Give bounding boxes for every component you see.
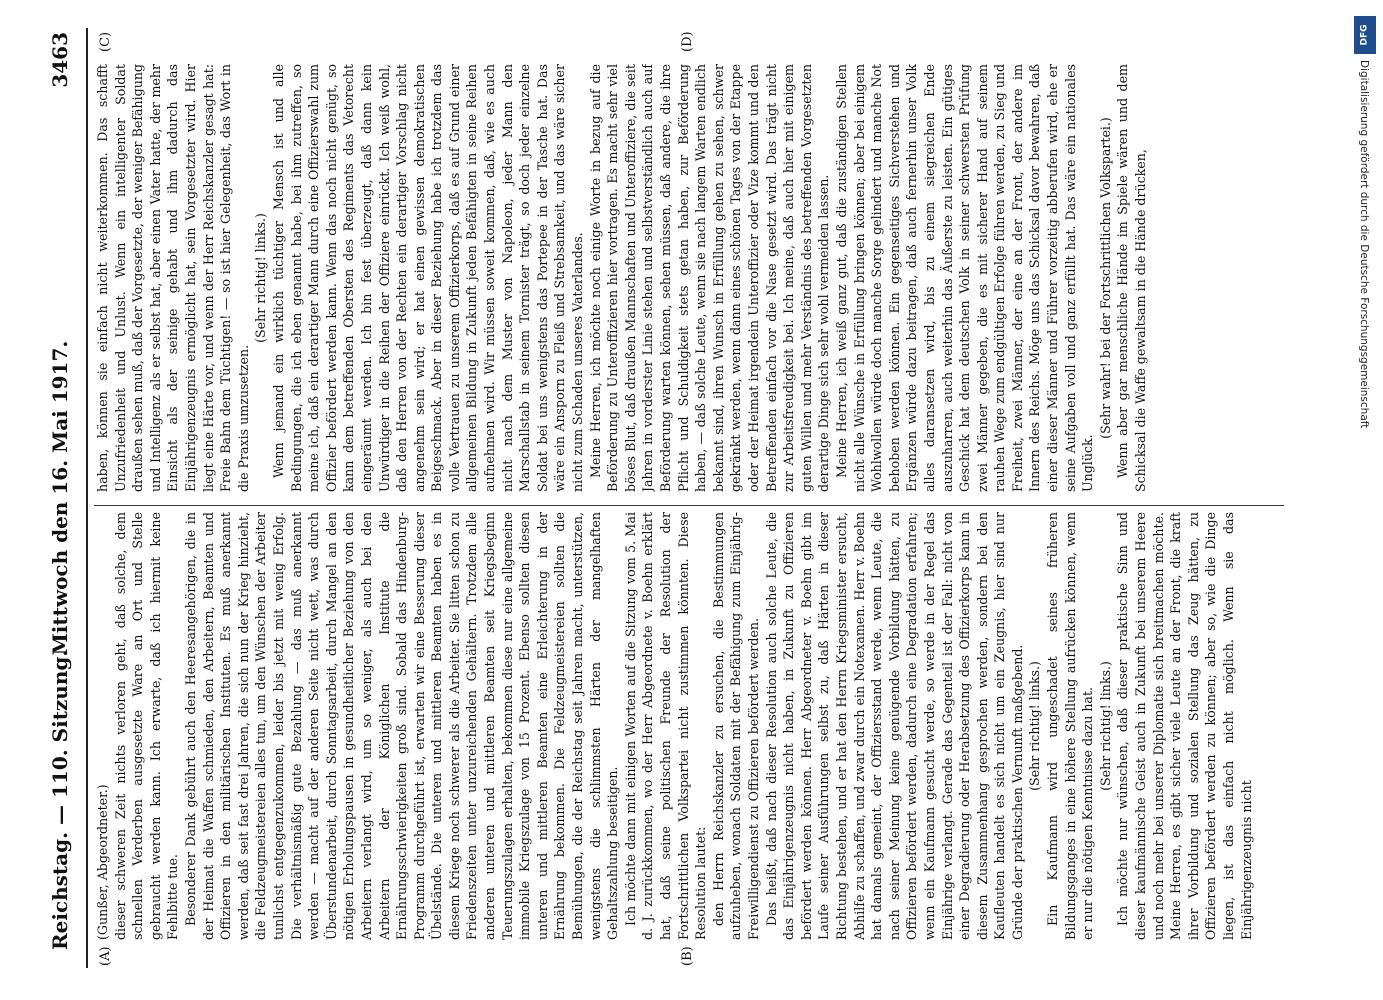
paragraph: Ein Kaufmann wird ungeschadet seines früheren Bildungsganges in eine höhere Stellung aufrücken können, wenn er nur die nötigen Kenntnisse dazu hat. xyxy=(1045,512,1096,940)
paragraph: Ich möchte dann mit einigen Worten auf die Sitzung vom 5. Mai d. J. zurückkommen, wo der Herr Abgeordnete v. Boehn erklärt hat, daß seine politischen Freunde der Resolution der Fortschrittlichen Volkspartei nicht zustimmen könnten. Diese Resolution lautet: xyxy=(622,512,709,940)
dfg-logo-text: DFG xyxy=(1359,24,1370,46)
paragraph: Meine Herren, ich weiß ganz gut, daß die zuständigen Stellen nicht alle Wünsche in Erfüllung bringen können; aber bei einigem Wohlwollen würde doch manche Sorge gelindert und manche Not behoben werden können. Ein gegenseitiges Sichverstehen und Ergänzen würde dazu beitragen, daß auch fernerhin unser Volk alles daransetzen wird, bis zu einem siegreichen Ende auszuharren, auch weiterhin das Äußerste zu leisten. Ein gütiges Geschick hat dem deutschen Volk in seiner schwersten Prüfung zwei Männer gegeben, die es mit sicherer Hand auf seinem rauhen Wege zum endgültigen Erfolge führen werden, zu Sieg und Freiheit, zwei Männer, der eine an der Front, der andere im Innern des Reichs. Möge uns das Schicksal davor bewahren, daß einer dieser Männer und Führer vorzeitig abberufen wird, ehe er seine Aufgaben voll und ganz erfüllt hat. Das wäre ein nationales Unglück. xyxy=(833,64,1096,492)
header-date: Mittwoch den 16. Mai 1917. xyxy=(48,340,72,656)
right-column xyxy=(94,64,1284,492)
paragraph: haben, können sie einfach nicht weiterkommen. Das schafft Unzufriedenheit und Unlust. Wenn ein intelligenter Soldat draußen sehen muß, daß der Vorgesetzte, der weniger Befähigung und Intelligenz als er selbst hat, aber einen Vater hatte, der mehr Einsicht als der seinige gehabt und ihm dadurch das Einjährigenzeugnis ermöglicht hat, sein Vorgesetzter wird. Hier liegt eine Härte vor, und wenn der Herr Reichskanzler gesagt hat: Freie Bahn dem Tüchtigen! — so ist hier Gelegenheit, das Wort in die Praxis umzusetzen. xyxy=(95,64,251,492)
interjection: (Sehr richtig! links.) xyxy=(1097,661,1113,791)
interjection: (Sehr richtig! links.) xyxy=(1027,661,1043,791)
document-page xyxy=(30,28,1330,968)
interjection: (Sehr richtig! links.) xyxy=(253,213,269,343)
speaker-note: (Gunßer, Abgeordneter.) xyxy=(95,784,110,940)
header-session: Reichstag. — 110. Sitzung. xyxy=(48,649,72,950)
digitization-note: Digitalisierung gefördert durch die Deutsche Forschungsgemeinschaft xyxy=(1358,60,1370,429)
dfg-logo xyxy=(1354,16,1376,54)
margin-marker-b: (B) xyxy=(680,946,695,966)
paragraph: Ich möchte nur wünschen, daß dieser praktische Sinn und dieser kaufmännische Geist auch in Zukunft bei unserem Heere und noch mehr bei unserer Diplomatie sich breitmachen möchte. Meine Herren, es gibt sicher viele Leute an der Front, die kraft ihrer Vorbildung und sozialen Stellung das Zeug hätten, zu Offizieren befördert werden zu können; aber so, wie die Dinge liegen, ist das einfach nicht möglich. Wenn sie das Einjährigenzeugnis nicht xyxy=(1115,512,1254,940)
margin-marker-c: (C) xyxy=(98,31,113,52)
digitization-note-box xyxy=(1358,60,1372,1000)
paragraph: Meine Herren, ich möchte noch einige Worte in bezug auf die Beförderung zu Unteroffizieren hier vortragen. Es macht sehr viel böses Blut, daß draußen Mannschaften und Unteroffiziere, die seit Jahren in vorderster Linie stehen und selbstverständlich auch auf Beförderung warten können, sehen müssen, daß andere, die ihre Pflicht und Schuldigkeit stets getan haben, zur Beförderung haben, — daß solche Leute, wenn sie nach langem Warten endlich bekannt sind, ihren Wunsch in Erfüllung gehen zu sehen, schwer gekränkt werden, wenn dann eines schönen Tages von der Etappe oder der Heimat irgendein Unteroffizier oder Vize kommt und den Betreffenden einfach vor die Nase gesetzt wird. Das trägt nicht zur Arbeitsfreudigkeit bei. Ich meine, daß auch hier mit einigem guten Willen und mehr Verständnis des betreffenden Vorgesetzten derartige Dinge sich sehr wohl vermeiden lassen. xyxy=(587,64,832,492)
column-divider xyxy=(94,505,1284,506)
paragraph: Wenn aber gar menschliche Hände im Spiele wären und dem Schicksal die Waffe gewaltsam in die Hände drücken, xyxy=(1115,64,1149,492)
margin-marker-d: (D) xyxy=(680,31,695,52)
paragraph: Besonderer Dank gebührt auch den Heeresangehörigen, die in der Heimat die Waffen schmieden, den Arbeitern, Beamten und Offizieren in den militärischen Instituten. Es muß anerkannt werden, daß seit fast drei Jahren, die sich nun der Krieg hinzieht, die Feldzeugmeistereien alles tun, um den Wünschen der Arbeiter tunlichst entgegenzukommen, leider bis jetzt mit wenig Erfolg. Die verhältnismäßig gute Bezahlung — das muß anerkannt werden — macht auf der anderen Seite nicht wett, was durch Überstundenarbeit, durch Sonntagsarbeit, durch Mangel an den nötigen Erholungspausen in gesundheitlicher Beziehung von den Arbeitern verlangt wird, um so weniger, als auch bei den Arbeitern der Königlichen Institute die Ernährungsschwierigkeiten groß sind. Sobald das Hindenburg-Programm durchgeführt ist, erwarten wir eine Besserung dieser Übelstände. Die unteren und mittleren Beamten haben es in diesem Kriege noch schwerer als die Arbeiter. Sie litten schon zu Friedenszeiten unter unzureichenden Gehältern. Trotzdem alle anderen unteren und mittleren Beamten seit Kriegsbeginn Teuerungszulagen erhalten, bekommen diese nur eine allgemeine immobile Kriegszulage von 15 Prozent. Ebenso sollten diesen unteren und mittleren Beamten eine Erleichterung in der Ernährung bekommen. Die Feldzeugmeistereien sollten die Bemühungen, die der Reichstag seit Jahren macht, unterstützen, wenigstens die schlimmsten Härten der mangelhaften Gehaltszahlung beseitigen. xyxy=(182,512,621,940)
margin-marker-a: (A) xyxy=(98,946,113,966)
interjection: (Sehr wahr! bei der Fortschrittlichen Volkspartei.) xyxy=(1097,117,1113,439)
page-number: 3463 xyxy=(48,32,72,88)
paragraph: dieser schweren Zeit nichts verloren geht, daß solche, dem schnellen Verderben ausgesetzte Ware an Ort und Stelle gebraucht werden kann. Ich erwarte, daß ich hiermit keine Fehlbitte tue. xyxy=(112,512,181,940)
paragraph: Wenn jemand ein wirklich tüchtiger Mensch ist und alle Bedingungen, die ich eben genannt habe, bei ihm zutreffen, so meine ich, daß ein derartiger Mann durch eine Offizierswahl zum Offizier befördert werden kann. Wenn das noch nicht genügt, so kann dem betreffenden Obersten des Regiments das Vetorecht eingeräumt werden. Ich bin fest überzeugt, daß dann kein Unwürdiger in die Reihen der Offiziere einrückt. Ich weiß wohl, daß den Herren von der Rechten ein derartiger Vorschlag nicht angenehm sein wird; er hat einen gewissen demokratischen Beigeschmack. Aber in dieser Beziehung habe ich trotzdem das volle Vertrauen zu unserem Offizierkorps, daß es auf Grund einer allgemeinen Bildung in Zukunft jeden Befähigten in seine Reihen aufnehmen wird. Wir müssen soweit kommen, daß, wie es auch nicht nach dem Muster von Napoleon, jeder Mann den Marschallstab in seinem Tornister trägt, so doch jeder einzelne Soldat bei uns wenigstens das Portepee in der Tasche hat. Das wäre ein Ansporn zu Fleiß und Strebsamkeit, und das wäre sicher nicht zum Schaden unseres Vaterlandes. xyxy=(270,64,586,492)
page-header xyxy=(30,28,88,968)
paragraph: Das heißt, daß nach dieser Resolution auch solche Leute, die das Einjährigenzeugnis nicht haben, in Zukunft zu Offizieren befördert werden können. Herr Abgeordneter v. Boehn gibt im Laufe seiner Ausführungen selbst zu, daß Härten in dieser Richtung bestehen, und er hat den Herrn Kriegsminister ersucht, Abhilfe zu schaffen, und zwar durch ein Notexamen. Herr v. Boehn hat damals gemeint, der Offiziersstand werde, wenn Leute, die nach seiner Meinung keine genügende Vorbildung hätten, zu Offizieren befördert werden, dadurch eine Degradation erfahren; wenn ein Kaufmann gesucht werde, so werde in der Regel das Einjährige verlangt. Gerade das Gegenteil ist der Fall: nicht von einer Degradierung oder Herabsetzung des Offizierkorps kann in diesem Zusammenhang gesprochen werden, sondern bei den Kaufleuten handelt es sich nicht um ein Zeugnis, hier sind nur Gründe der praktischen Vernunft maßgebend. xyxy=(763,512,1025,940)
left-column xyxy=(94,512,1284,940)
digitization-sidebar xyxy=(1350,8,1380,992)
quoted-resolution: den Herrn Reichskanzler zu ersuchen, die Bestimmungen aufzuheben, wonach Soldaten mit der Befähigung zum Einjährig-Freiwilligendienst zu Offizieren befördert werden. xyxy=(710,512,761,940)
